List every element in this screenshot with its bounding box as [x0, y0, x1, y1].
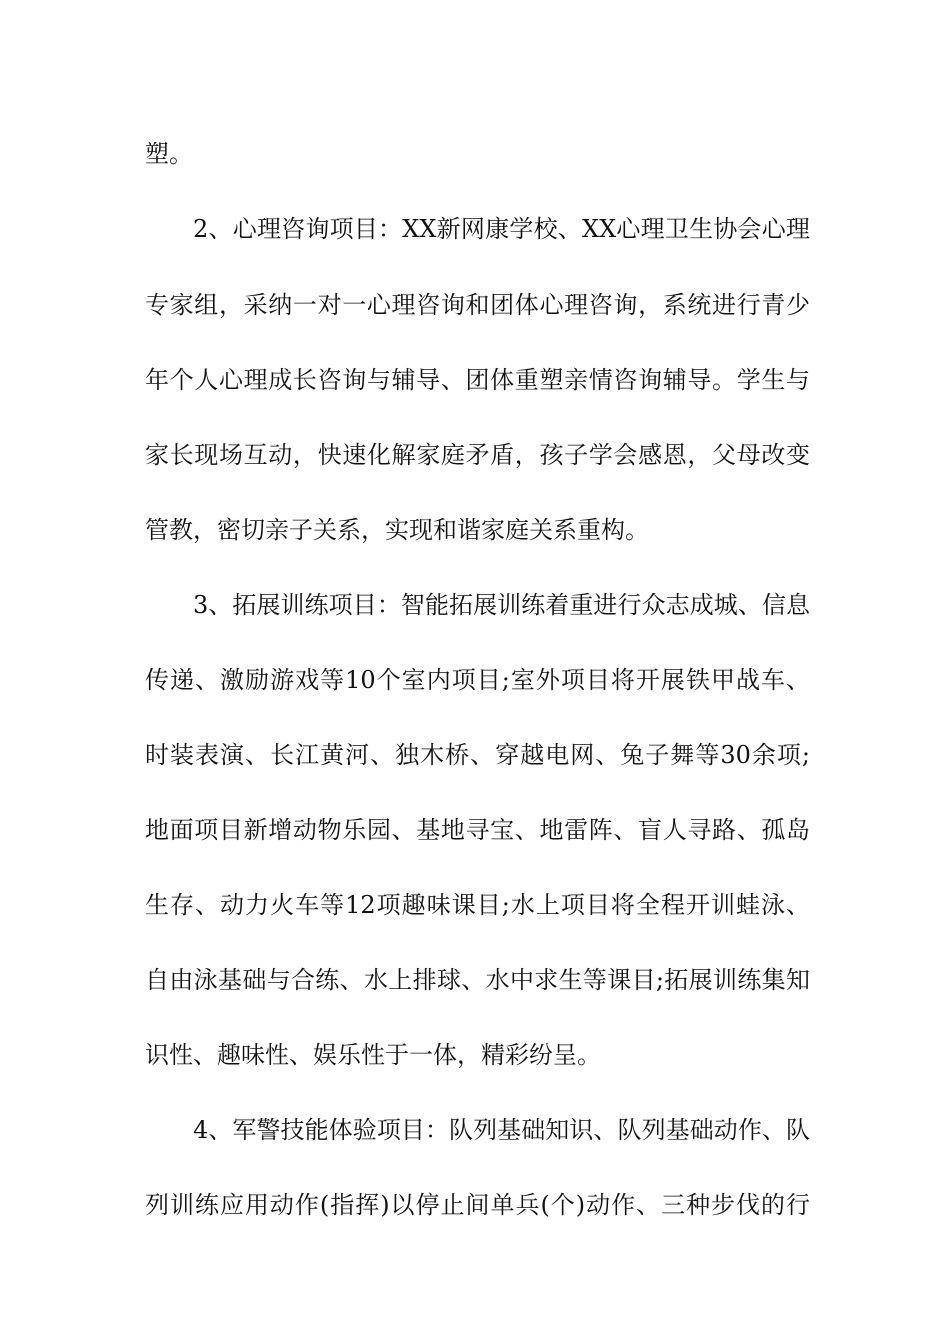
text-line: 塑。: [145, 140, 193, 168]
text-line: 专家组，采纳一对一心理咨询和团体心理咨询，系统进行青少: [145, 291, 810, 319]
text-line: 年个人心理成长咨询与辅导、团体重塑亲情咨询辅导。学生与: [145, 366, 810, 394]
paragraph-2-first-line: 2、心理咨询项目：XX新网康学校、XX心理卫生协会心理: [193, 215, 810, 243]
paragraph-3-first-line: 3、拓展训练项目：智能拓展训练着重进行众志成城、信息: [193, 591, 810, 619]
text-line: 时装表演、长江黄河、独木桥、穿越电网、兔子舞等30余项;: [145, 741, 810, 769]
text-line: 生存、动力火车等12项趣味课目;水上项目将全程开训蛙泳、: [145, 891, 810, 919]
text-line: 地面项目新增动物乐园、基地寻宝、地雷阵、盲人寻路、孤岛: [145, 816, 810, 844]
text-line: 识性、趣味性、娱乐性于一体，精彩纷呈。: [145, 1041, 601, 1069]
text-line: 管教，密切亲子关系，实现和谐家庭关系重构。: [145, 516, 649, 544]
text-line: 传递、激励游戏等10个室内项目;室外项目将开展铁甲战车、: [145, 666, 810, 694]
text-line: 家长现场互动，快速化解家庭矛盾，孩子学会感恩，父母改变: [145, 441, 810, 469]
paragraph-4-first-line: 4、军警技能体验项目：队列基础知识、队列基础动作、队: [193, 1116, 810, 1144]
text-line: 列训练应用动作(指挥)以停止间单兵(个)动作、三种步伐的行: [145, 1191, 810, 1219]
text-line: 自由泳基础与合练、水上排球、水中求生等课目;拓展训练集知: [145, 966, 810, 994]
